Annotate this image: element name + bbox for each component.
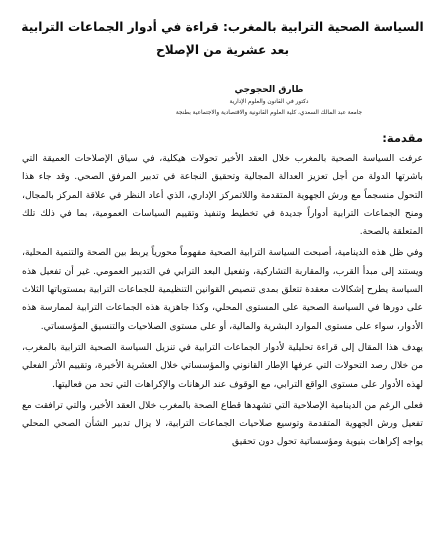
document-title: [18, 16, 427, 62]
paragraph: عرفت السياسة الصحية بالمغرب خلال العقد الأخير تحولات هيكلية، في سياق الإصلاحات العميقة التي باشرتها الدولة من أجل تعزيز العدالة المجالية وتحقيق النجاعة في تدبير المرفق الصحي. وقد جاء هذا التحول منسجماً مع ورش الجهوية المتقدمة واللاتمركز الإداري، الذي أعاد النظر في علاقة المركز بالمجال، ومنح الجماعات الترابية أدواراً جديدة في تخطيط وتنفيذ وتقييم السياسات العمومية، بما في ذلك تلك المتعلقة بالصحة.: [22, 153, 423, 238]
paragraph: يهدف هذا المقال إلى قراءة تحليلية لأدوار الجماعات الترابية في تنزيل السياسة الصحية الترابية بالمغرب، من خلال رصد التحولات التي عرفها الإطار القانوني والمؤسساتي خلال العشرية الأخيرة، وتقييم الأثر الفعلي لهذه الأدوار على مستوى الواقع الترابي، مع الوقوف عند الرهانات والإكراهات التي تحد من فعاليتها.: [22, 341, 423, 390]
section-heading: مقدمة:: [382, 131, 423, 145]
author-name: طارق الحجوجي: [234, 85, 304, 95]
author-block: [139, 83, 399, 119]
author-affiliation-1: دكتور في القانون والعلوم الإدارية: [229, 99, 309, 105]
title-line-2: بعد عشرية من الإصلاح: [155, 43, 290, 57]
body-text: [22, 150, 423, 455]
paragraph: وفي ظل هذه الدينامية، أصبحت السياسة الترابية الصحية مفهوماً محورياً يربط بين الصحة والتنمية المحلية، ويستند إلى مبدأ القرب، والمقاربة التشاركية، وتفعيل البعد الترابي في التدبير العمومي. غير أن تفعيل هذه السياسة يطرح إشكالات معقدة تتعلق بمدى تنصيص القوانين التنظيمية للجماعات الترابية بمستوياتها الثلاث على دورها في السياسة الصحية على المستوى المحلي، وكذا جاهزية هذه الجماعات الترابية لممارسة هذه الأدوار، سواء على مستوى الموارد البشرية والمالية، أو على مستوى الصلاحيات والتنسيق المؤسساتي.: [22, 247, 423, 332]
paragraph: فعلى الرغم من الدينامية الإصلاحية التي تشهدها قطاع الصحة بالمغرب خلال العقد الأخير، والتي ترافقت مع تفعيل ورش الجهوية المتقدمة وتوسيع صلاحيات الجماعات الترابية، لا يزال تدبير الشأن الصحي المحلي يواجه إكراهات بنيوية ومؤسساتية تحول دون تحقيق: [22, 399, 423, 448]
author-affiliation-2: جامعة عبد المالك السعدي، كلية العلوم القانونية والاقتصادية والاجتماعية بطنجة: [175, 110, 363, 116]
title-line-1: السياسة الصحية الترابية بالمغرب: قراءة في أدوار الجماعات الترابية: [21, 20, 424, 34]
